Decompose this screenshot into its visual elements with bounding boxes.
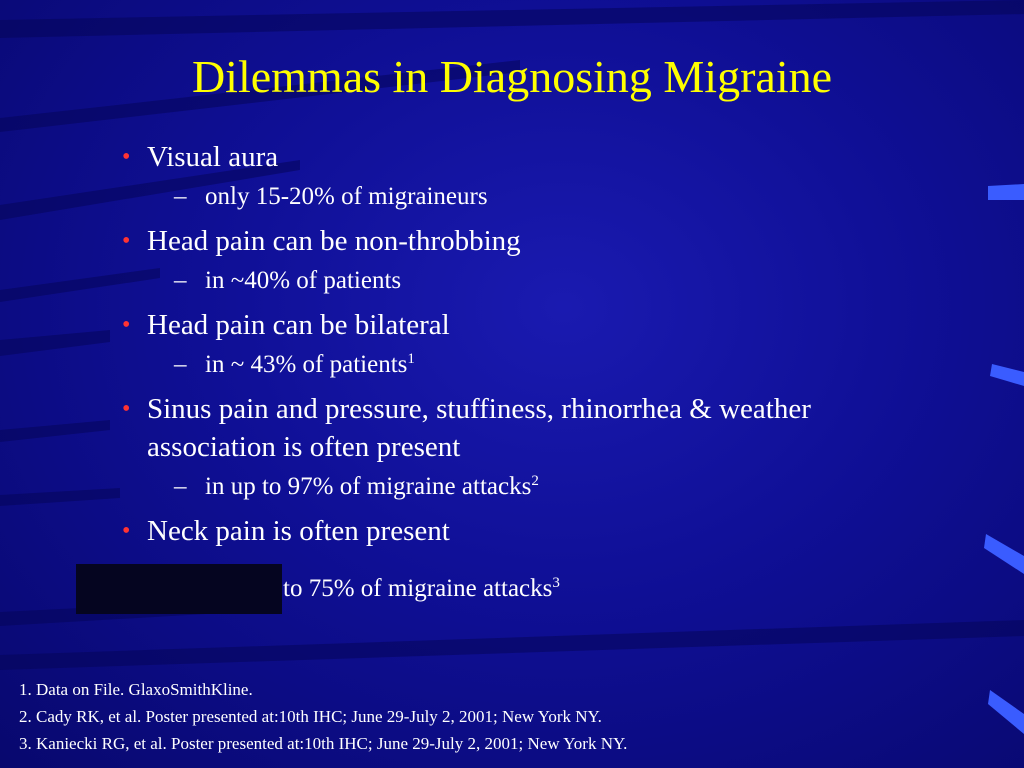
slide-title: Dilemmas in Diagnosing Migraine xyxy=(191,51,833,102)
sub-bullet-item xyxy=(118,470,918,504)
bullet-dot: • xyxy=(122,518,131,544)
bullet-list xyxy=(118,138,918,550)
redaction-box xyxy=(76,564,282,614)
bullet-text: Head pain can be non-throbbing xyxy=(147,225,521,257)
sub-bullet-item xyxy=(118,264,918,298)
bullet-text: Neck pain is often present xyxy=(147,515,450,547)
bullet-text: Visual aura xyxy=(147,141,279,173)
bullet-text: Sinus pain and pressure, stuffiness, rhinorrhea & weather association is often present xyxy=(147,393,811,463)
reference-superscript: 1 xyxy=(407,351,415,367)
sub-bullet-text: in ~40% of patients xyxy=(205,267,402,294)
bullet-dot: • xyxy=(122,312,131,338)
bullet-text: Head pain can be bilateral xyxy=(147,309,450,341)
sub-bullet-item xyxy=(118,348,918,382)
reference-superscript: 3 xyxy=(552,575,560,591)
references xyxy=(19,676,627,757)
sub-bullet-text: in up to 97% of migraine attacks xyxy=(205,473,532,500)
sub-bullet-dash: – xyxy=(174,183,187,210)
reference-line: 1. Data on File. GlaxoSmithKline. xyxy=(19,680,253,699)
reference-line: 2. Cady RK, et al. Poster presented at:10th IHC; June 29-July 2, 2001; New York NY. xyxy=(19,707,602,726)
sub-bullet-dash: – xyxy=(174,351,187,378)
reference-line: 3. Kaniecki RG, et al. Poster presented at:10th IHC; June 29-July 2, 2001; New York NY. xyxy=(19,734,628,753)
sub-bullet-item xyxy=(118,180,918,214)
sub-bullet-text: to 75% of migraine attacks$^3$ xyxy=(283,575,560,602)
sub-bullet-dash: – xyxy=(174,473,187,500)
sub-bullet-dash: – xyxy=(174,267,187,294)
sub-bullet-text: only 15-20% of migraineurs xyxy=(205,183,488,210)
bullet-item xyxy=(118,222,918,260)
bullet-dot: • xyxy=(122,228,131,254)
reference-superscript: 2 xyxy=(531,473,539,489)
bullet-item xyxy=(118,138,918,176)
sub-bullet-text: in ~ 43% of patients xyxy=(205,351,408,378)
bullet-dot: • xyxy=(122,396,131,422)
bullet-item xyxy=(118,512,918,550)
bullet-item xyxy=(118,306,918,344)
bullet-item xyxy=(118,390,918,466)
bullet-dot: • xyxy=(122,144,131,170)
